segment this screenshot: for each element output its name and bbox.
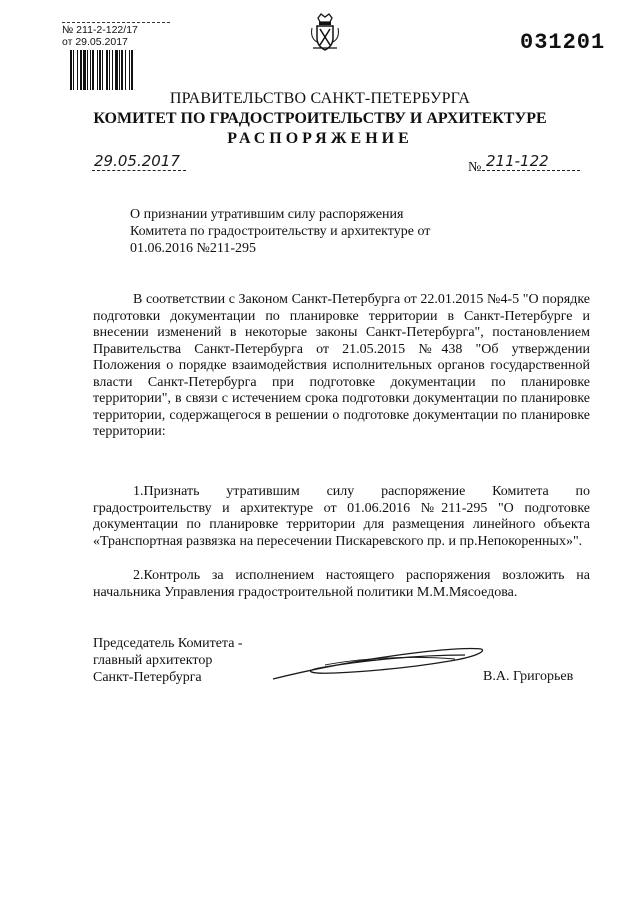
item-1-text: 1.Признать утратившим силу распоряжение Комитета по градостроительству и архитектуре от 01.06.2016 №211-295 "О подготовке документации по планировке территории для размещения линейного объекта «Транспортная развязка на пересечении Пискаревского пр. и пр.Непокоренных»".: [93, 484, 590, 549]
barcode-bar: [109, 50, 110, 90]
registration-number: № 211-2-122/17: [62, 24, 138, 36]
barcode-bar: [77, 50, 78, 90]
barcode-bar: [90, 50, 91, 90]
item-2-text: 2.Контроль за исполнением настоящего распоряжения возложить на начальника Управления градостроительной политики М.М.Мясоедова.: [93, 568, 590, 600]
document-number: 031201: [520, 30, 606, 55]
registration-stamp: [62, 22, 170, 48]
item-2-paragraph: [93, 568, 590, 601]
barcode-bar: [70, 50, 72, 90]
barcode-bar: [125, 50, 126, 90]
barcode-bar: [102, 50, 103, 90]
barcode-bar: [97, 50, 98, 90]
barcode-bar: [99, 50, 101, 90]
barcode-bar: [119, 50, 120, 90]
committee-heading: КОМИТЕТ ПО ГРАДОСТРОИТЕЛЬСТВУ И АРХИТЕКТУРЕ: [93, 110, 547, 127]
barcode-bar: [73, 50, 74, 90]
preamble-text: В соответствии с Законом Санкт-Петербурга от 22.01.2015 №4-5 "О порядке подготовки документации по планировке территории в Санкт-Петербурге и внесении изменений в некоторые законы Санкт-Петербурга", постановлением Правительства Санкт-Петербурга от 21.05.2015 №438 "Об утверждении Положения о порядке взаимодействия исполнительных органов государственной власти Санкт-Петербурга при подготовке документации по планировке территории", в связи с истечением срока подготовки документации по планировке территории, содержащегося в решении о подготовке документации по планировке территории:: [93, 292, 590, 439]
item-1-paragraph: [93, 484, 590, 550]
order-date: 29.05.2017: [92, 152, 186, 171]
barcode-bar: [92, 50, 94, 90]
barcode-bar: [131, 50, 133, 90]
registration-date: от 29.05.2017: [62, 36, 128, 48]
signer-position: [93, 635, 243, 686]
preamble-paragraph: [93, 292, 590, 441]
barcode-bar: [121, 50, 123, 90]
barcode-bar: [106, 50, 108, 90]
handwritten-signature: [265, 643, 490, 683]
barcode: [70, 50, 162, 90]
order-number: 211-122: [482, 152, 580, 171]
signer-position-line-1: Председатель Комитета -: [93, 636, 243, 651]
barcode-bar: [80, 50, 82, 90]
barcode-bar: [115, 50, 118, 90]
signer-name: В.А. Григорьев: [483, 669, 574, 684]
government-heading: ПРАВИТЕЛЬСТВО САНКТ-ПЕТЕРБУРГА: [169, 90, 471, 107]
coat-of-arms-icon: [309, 12, 341, 54]
document-subject: О признании утратившим силу распоряжения Комитета по градостроительству и архитектуре от 01.06.2016 №211-295: [130, 207, 431, 256]
barcode-bar: [129, 50, 130, 90]
barcode-bar: [83, 50, 86, 90]
signer-position-line-2: главный архитектор: [93, 653, 213, 668]
order-number-label: №: [468, 160, 482, 175]
stamp-top-line: [62, 22, 170, 23]
document-type-heading: РАСПОРЯЖЕНИЕ: [227, 130, 413, 147]
signer-position-line-3: Санкт-Петербурга: [93, 670, 202, 685]
barcode-bar: [112, 50, 113, 90]
barcode-bar: [87, 50, 88, 90]
